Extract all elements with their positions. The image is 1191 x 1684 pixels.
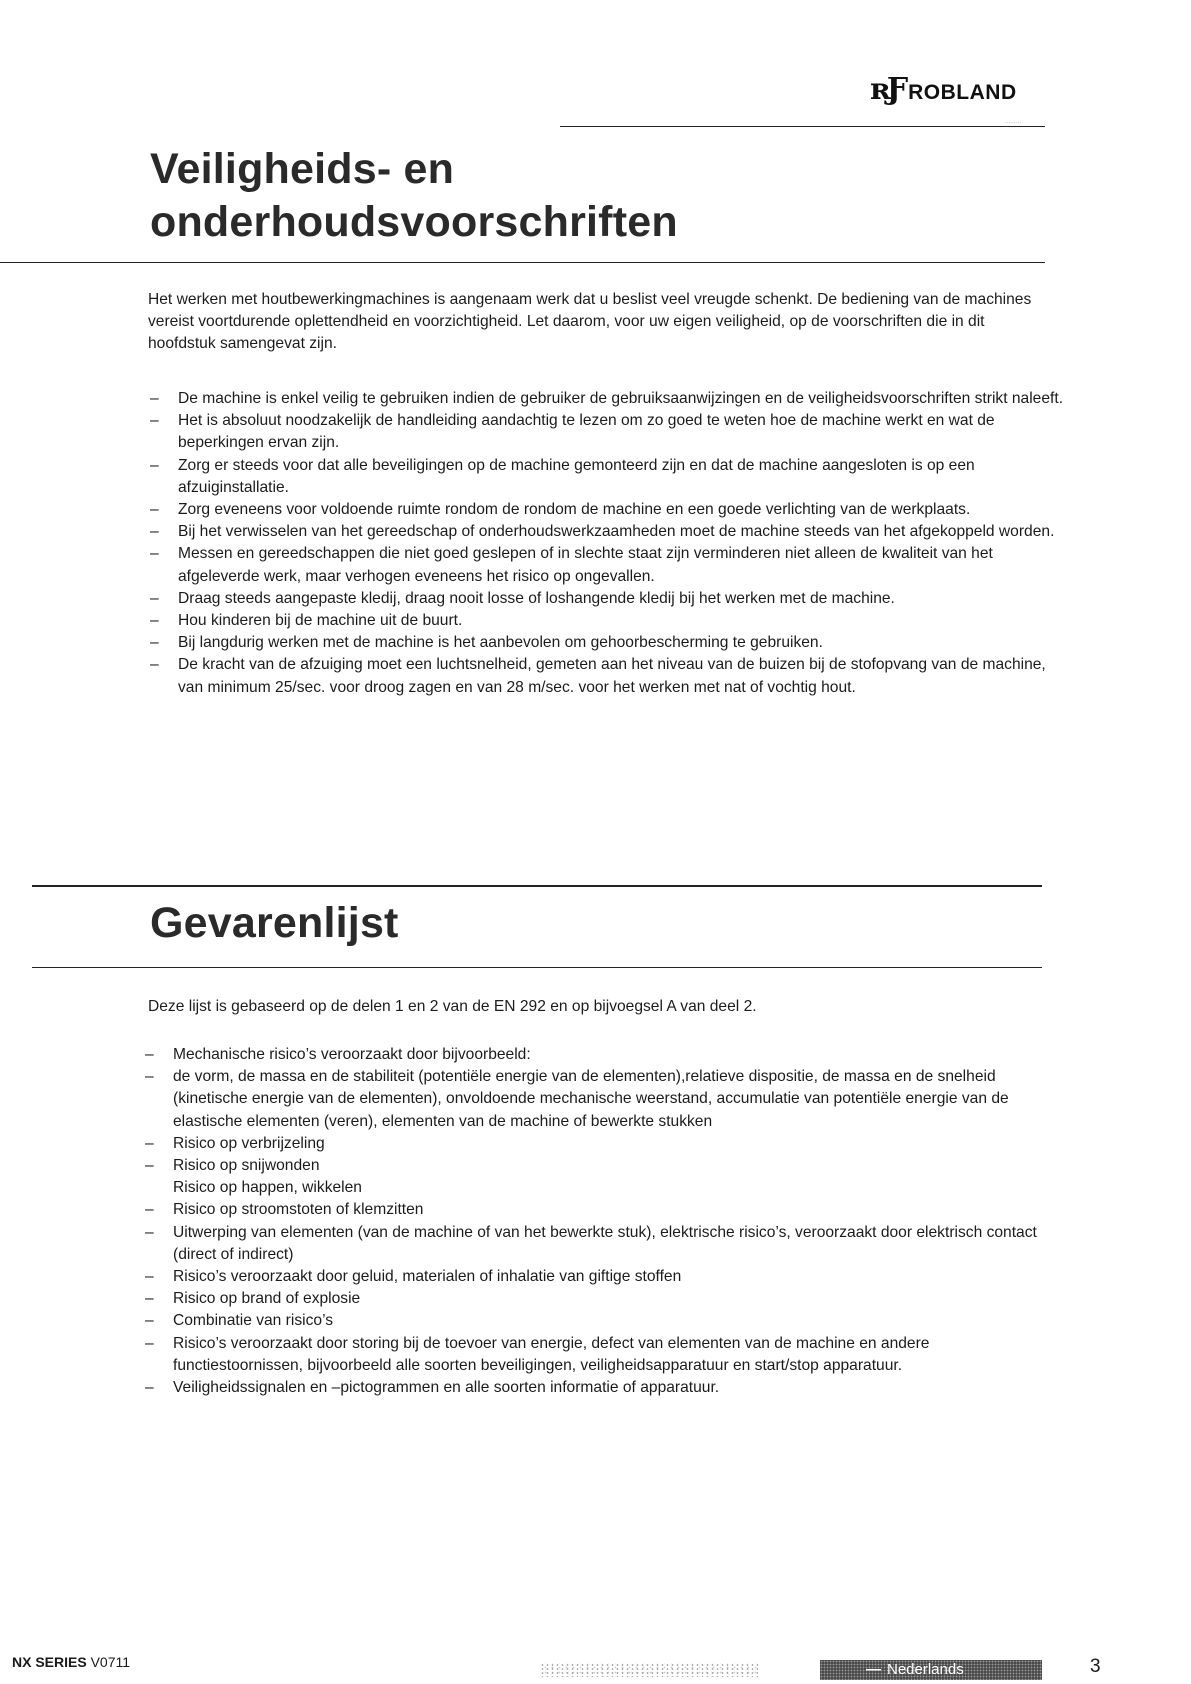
hazard-list bbox=[143, 1044, 1063, 1399]
language-tab bbox=[820, 1660, 1042, 1680]
series-version: V0711 bbox=[90, 1654, 131, 1670]
page-number: 3 bbox=[1090, 1656, 1101, 1677]
section-2-top-rule bbox=[32, 885, 1042, 887]
list-item: – Combinatie van risico’s bbox=[143, 1310, 1063, 1332]
header-rule bbox=[560, 126, 1045, 127]
brand-name: ROBLAND bbox=[908, 81, 1017, 104]
list-item: – Mechanische risico’s veroorzaakt door bijvoorbeeld: bbox=[143, 1044, 1063, 1066]
section-title-hazards: Gevarenlijst bbox=[150, 899, 399, 947]
series-name: NX SERIES bbox=[12, 1654, 87, 1670]
brand-tagline: ········· bbox=[1005, 120, 1022, 125]
list-item: – Het is absoluut noodzakelijk de handleiding aandachtig te lezen om zo goed te weten hoe de machine werkt en wat de beperkingen ervan zijn. bbox=[148, 410, 1068, 454]
list-item: – Risico op snijwonden bbox=[143, 1155, 1063, 1177]
section-2-bottom-rule bbox=[32, 967, 1042, 968]
section-title-safety bbox=[150, 143, 678, 249]
language-label: Nederlands bbox=[887, 1661, 964, 1678]
footer-scan-noise bbox=[540, 1663, 758, 1677]
list-item: – Messen en gereedschappen die niet goed geslepen of in slechte staat zijn verminderen niet alleen de kwaliteit van het afgeleverde werk, maar verhogen eveneens het risico op ongevallen. bbox=[148, 543, 1068, 587]
robland-logo bbox=[870, 72, 1017, 107]
list-item: – Draag steeds aangepaste kledij, draag nooit losse of loshangende kledij bij het werken met de machine. bbox=[148, 588, 1068, 610]
footer-series bbox=[12, 1654, 130, 1670]
list-item: – Risico op verbrijzeling bbox=[143, 1133, 1063, 1155]
list-item: – Uitwerping van elementen (van de machine of van het bewerkte stuk), elektrische risico’s, veroorzaakt door elektrisch contact (direct of indirect) bbox=[143, 1222, 1063, 1266]
list-item: – De kracht van de afzuiging moet een luchtsnelheid, gemeten aan het niveau van de buizen bij de stofopvang van de machine, van minimum 25/sec. voor droog zagen en van 28 m/sec. voor het werken met nat of vochtig hout. bbox=[148, 654, 1068, 698]
list-item: – De machine is enkel veilig te gebruiken indien de gebruiker de gebruiksaanwijzingen en de veiligheidsvoorschriften strikt naleeft. bbox=[148, 388, 1068, 410]
language-dash: — bbox=[866, 1661, 881, 1678]
safety-rules-list bbox=[148, 388, 1068, 699]
section-title-line-1: Veiligheids- en bbox=[150, 145, 455, 193]
list-item: – de vorm, de massa en de stabiliteit (potentiële energie van de elementen),relatieve dispositie, de massa en de snelheid (kinetische energie van de elementen), onvoldoende mechanische weerstand, accumulatie van potentiële energie van de elastische elementen (veren), elementen van de machine of bewerkte stukken bbox=[143, 1066, 1063, 1133]
list-item: – Risico op stroomstoten of klemzitten bbox=[143, 1199, 1063, 1221]
list-item: – Bij het verwisselen van het gereedschap of onderhoudswerkzaamheden moet de machine steeds van het afgekoppeld worden. bbox=[148, 521, 1068, 543]
list-item: – Bij langdurig werken met de machine is het aanbevolen om gehoorbescherming te gebruiken. bbox=[148, 632, 1068, 654]
list-item: – Risico’s veroorzaakt door geluid, materialen of inhalatie van giftige stoffen bbox=[143, 1266, 1063, 1288]
section-title-line-2: onderhoudsvoorschriften bbox=[150, 198, 678, 246]
robland-logo-mark-icon: ʀƑ bbox=[870, 72, 905, 107]
list-item: – Veiligheidssignalen en –pictogrammen en alle soorten informatie of apparatuur. bbox=[143, 1377, 1063, 1399]
section-1-rule bbox=[0, 262, 1045, 263]
list-item: – Risico’s veroorzaakt door storing bij de toevoer van energie, defect van elementen van de machine en andere functiestoornissen, bijvoorbeeld alle soorten beveiligingen, veiligheidsapparatuur en start/stop apparatuur. bbox=[143, 1333, 1063, 1377]
hazard-intro-paragraph: Deze lijst is gebaseerd op de delen 1 en 2 van de EN 292 en op bijvoegsel A van deel 2. bbox=[148, 998, 757, 1015]
list-item: Risico op happen, wikkelen bbox=[173, 1179, 362, 1197]
list-item: – Zorg er steeds voor dat alle beveiligingen op de machine gemonteerd zijn en dat de machine aangesloten is op een afzuiginstallatie. bbox=[148, 455, 1068, 499]
list-item: – Risico op brand of explosie bbox=[143, 1288, 1063, 1310]
safety-intro-paragraph: Het werken met houtbewerkingmachines is aangenaam werk dat u beslist veel vreugde schenkt. De bediening van de machines vereist voortdurende oplettendheid en voorzichtigheid. Let daarom, voor uw eigen veiligheid, op de voorschriften die in dit hoofdstuk samengevat zijn. bbox=[148, 291, 1032, 353]
list-item: – Hou kinderen bij de machine uit de buurt. bbox=[148, 610, 1068, 632]
list-item: – Zorg eveneens voor voldoende ruimte rondom de rondom de machine en een goede verlichting van de werkplaats. bbox=[148, 499, 1068, 521]
